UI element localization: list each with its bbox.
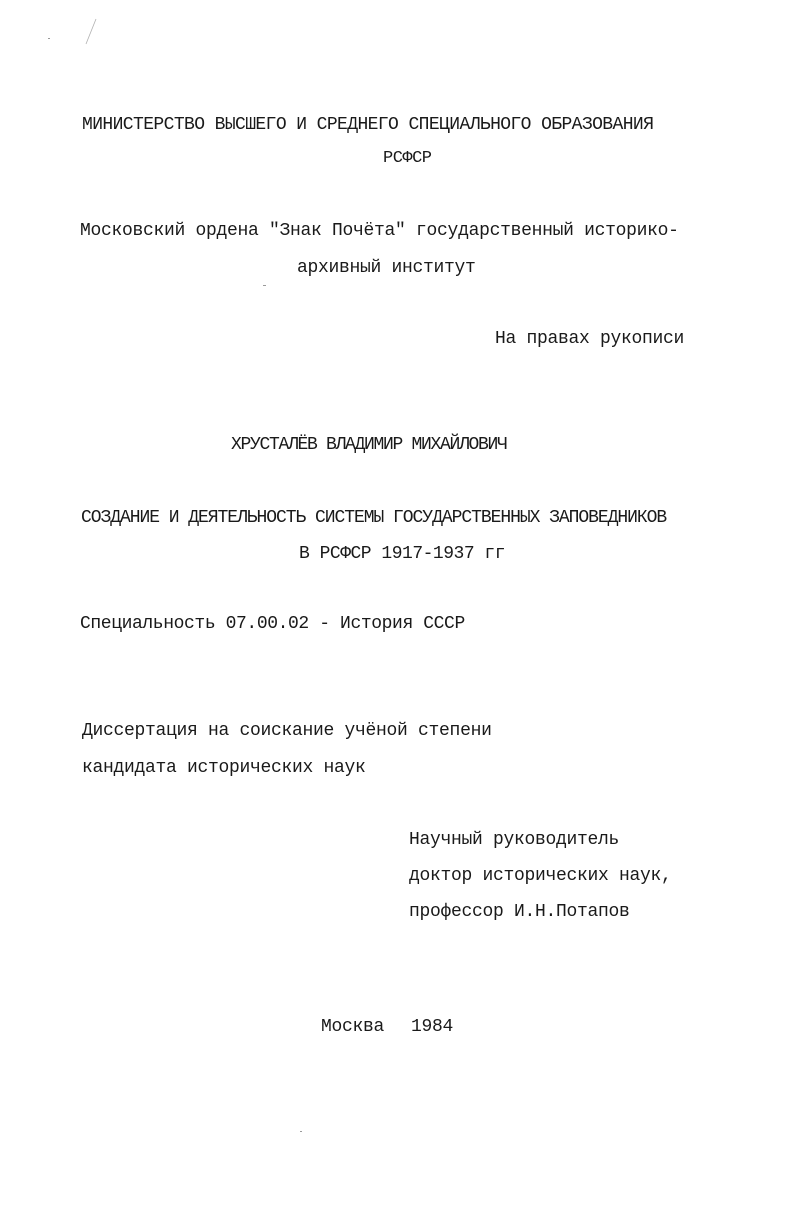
- supervisor-line-1: Научный руководитель: [409, 830, 620, 850]
- degree-line-1: Диссертация на соискание учёной степени: [82, 721, 492, 741]
- dissertation-title-line-2: В РСФСР 1917-1937 гг: [299, 544, 506, 564]
- manuscript-rights: На правах рукописи: [495, 329, 685, 349]
- dissertation-title-line-1: СОЗДАНИЕ И ДЕЯТЕЛЬНОСТЬ СИСТЕМЫ ГОСУДАРСТВЕННЫХ ЗАПОВЕДНИКОВ: [81, 508, 667, 528]
- year: 1984: [411, 1017, 454, 1037]
- speck: [300, 1131, 302, 1132]
- institute-line-2: архивный институт: [297, 258, 476, 278]
- institute-line-1: Московский ордена "Знак Почёта" государственный историко-: [80, 221, 679, 241]
- ministry-line-1: МИНИСТЕРСТВО ВЫСШЕГО И СРЕДНЕГО СПЕЦИАЛЬНОГО ОБРАЗОВАНИЯ: [82, 115, 654, 135]
- speck: [48, 38, 50, 39]
- supervisor-line-2: доктор исторических наук,: [409, 866, 672, 886]
- author-name: ХРУСТАЛЁВ ВЛАДИМИР МИХАЙЛОВИЧ: [231, 435, 507, 455]
- place: Москва: [321, 1017, 385, 1037]
- specialty: Специальность 07.00.02 - История СССР: [80, 614, 465, 634]
- speck: [263, 285, 266, 286]
- ministry-line-2: РСФСР: [383, 149, 432, 168]
- supervisor-line-3: профессор И.Н.Потапов: [409, 902, 630, 922]
- degree-line-2: кандидата исторических наук: [82, 758, 366, 778]
- pencil-mark-icon: [84, 18, 98, 46]
